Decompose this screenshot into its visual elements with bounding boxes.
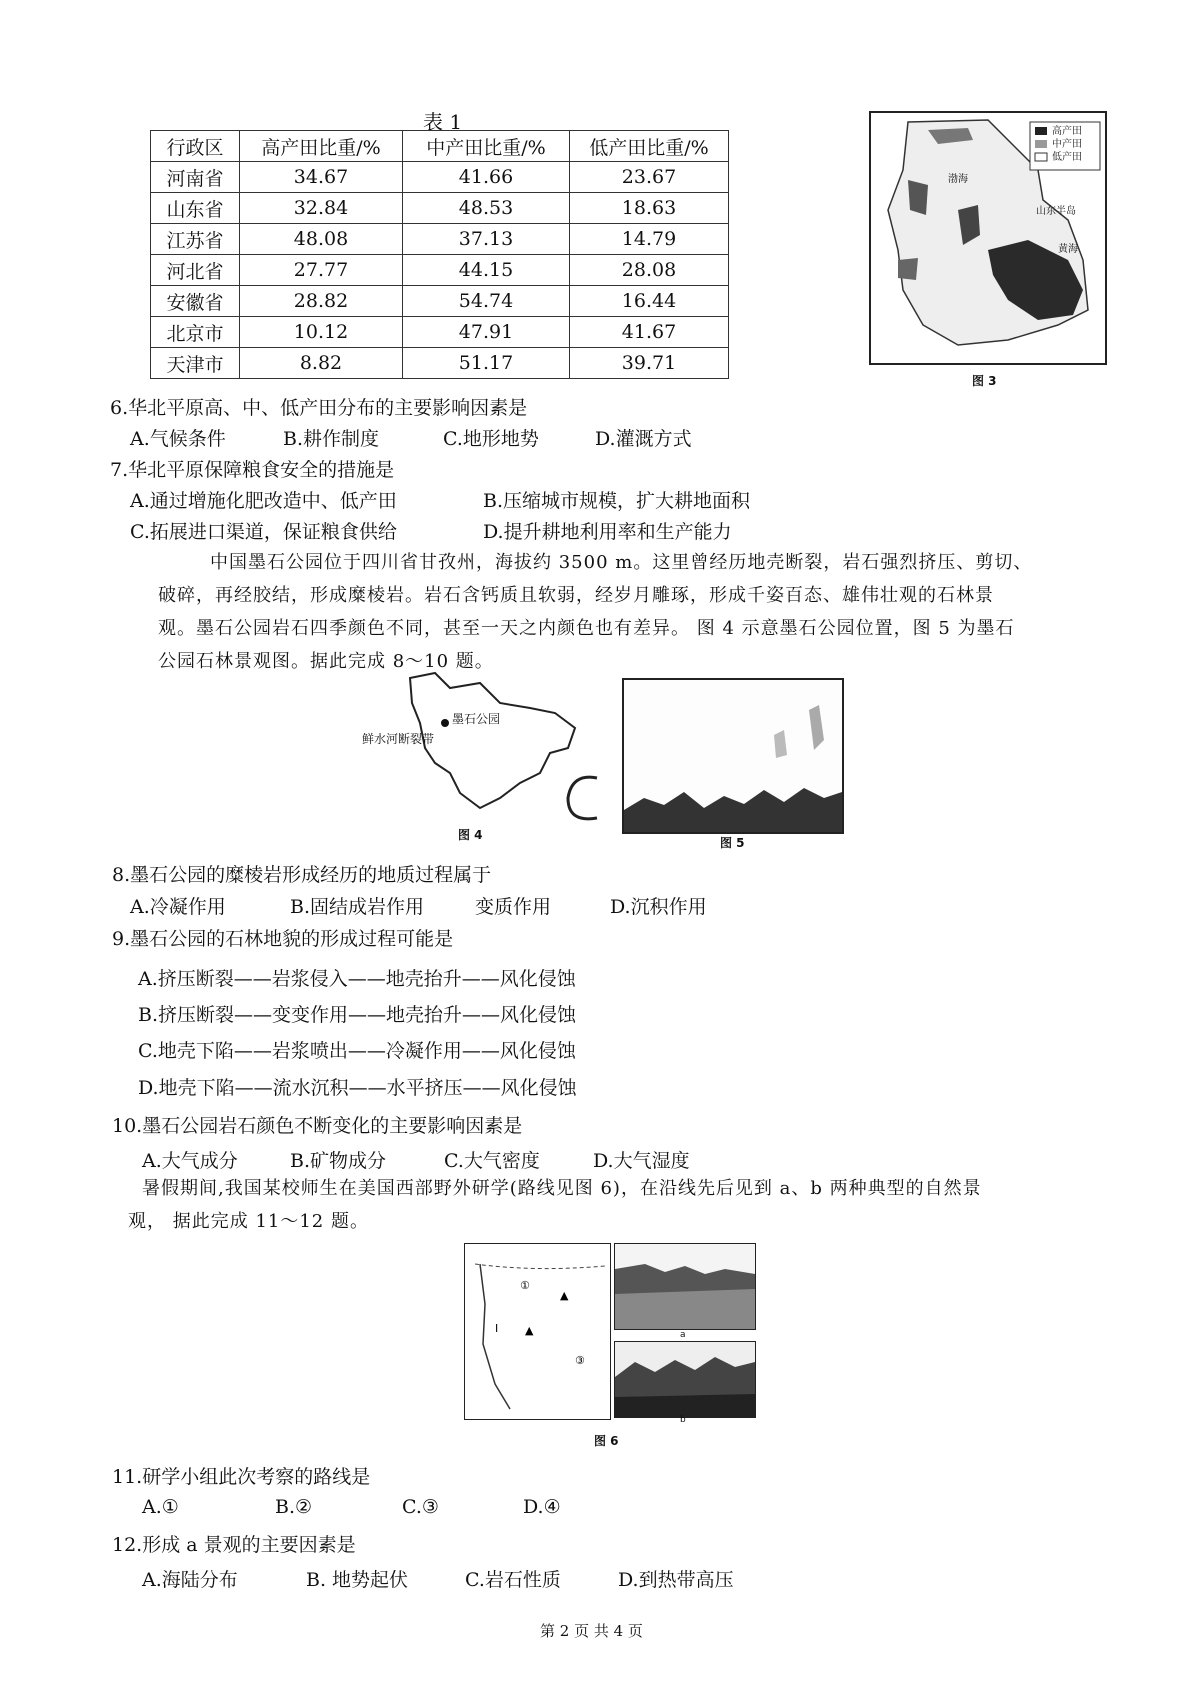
table-cell: 江苏省 — [151, 224, 240, 255]
table-row — [151, 162, 729, 193]
question-7-stem: 7.华北平原保障粮食安全的措施是 — [110, 459, 395, 481]
question-12-stem: 12.形成 a 景观的主要因素是 — [112, 1534, 356, 1556]
legend-mid-label: 中产田 — [1052, 139, 1082, 150]
question-10-option-c[interactable]: C.大气密度 — [444, 1150, 540, 1172]
question-9-option-d[interactable]: D.地壳下陷——流水沉积——水平挤压——风化侵蚀 — [138, 1077, 577, 1099]
question-8-option-c[interactable]: 变质作用 — [475, 896, 552, 918]
route-map — [464, 1243, 611, 1420]
photo-a — [614, 1243, 756, 1330]
question-6-option-b[interactable]: B.耕作制度 — [283, 428, 380, 450]
figure-6 — [464, 1243, 764, 1425]
stone-forest-photo — [624, 680, 842, 832]
question-8-option-b[interactable]: B.固结成岩作用 — [290, 896, 425, 918]
passage-line: 暑假期间,我国某校师生在美国西部野外研学(路线见图 6)，在沿线先后见到 a、b 两种典型的自然景 — [142, 1178, 982, 1199]
question-7-option-b[interactable]: B.压缩城市规模，扩大耕地面积 — [483, 490, 751, 512]
table-cell: 51.17 — [403, 348, 570, 379]
table-cell: 16.44 — [570, 286, 729, 317]
question-12-option-d[interactable]: D.到热带高压 — [618, 1569, 734, 1591]
question-6-option-c[interactable]: C.地形地势 — [443, 428, 539, 450]
passage-line: 公园石林景观图。据此完成 8～10 题。 — [158, 651, 494, 672]
table-cell: 44.15 — [403, 255, 570, 286]
question-9-option-c[interactable]: C.地壳下陷——岩浆喷出——冷凝作用——风化侵蚀 — [138, 1040, 576, 1062]
table-cell: 8.82 — [240, 348, 403, 379]
question-12-option-b[interactable]: B. 地势起伏 — [306, 1569, 409, 1591]
question-7-option-d[interactable]: D.提升耕地利用率和生产能力 — [483, 521, 732, 543]
table-header-cell: 中产田比重/% — [403, 131, 570, 162]
handwritten-c-mark — [562, 768, 602, 828]
data-table — [150, 130, 729, 379]
table-header-cell: 行政区 — [151, 131, 240, 162]
table-header-cell: 高产田比重/% — [240, 131, 403, 162]
figure-4-caption: 图 4 — [458, 828, 483, 842]
bohai-label: 渤海 — [948, 174, 968, 185]
table-cell: 39.71 — [570, 348, 729, 379]
question-7-option-c[interactable]: C.拓展进口渠道，保证粮食供给 — [130, 521, 397, 543]
table-cell: 山东省 — [151, 193, 240, 224]
page-number: 第 2 页 共 4 页 — [540, 1622, 643, 1640]
us-west-route-map — [465, 1244, 610, 1419]
table-cell: 54.74 — [403, 286, 570, 317]
table-cell: 安徽省 — [151, 286, 240, 317]
figure-4-map — [362, 668, 590, 818]
question-11-option-b[interactable]: B.② — [275, 1496, 313, 1518]
question-12-option-a[interactable]: A.海陆分布 — [142, 1569, 238, 1591]
svg-text:▲: ▲ — [560, 1289, 569, 1302]
passage-moshi-park — [158, 546, 1108, 678]
svg-text:Ⅰ: Ⅰ — [495, 1322, 499, 1335]
table-header-cell: 低产田比重/% — [570, 131, 729, 162]
figure-6-caption: 图 6 — [594, 1434, 619, 1448]
pen-stroke-icon — [562, 768, 602, 828]
passage-line: 中国墨石公园位于四川省甘孜州，海拔约 3500 m。这里曾经历地壳断裂，岩石强烈挤压、剪切、 — [210, 552, 1033, 573]
passage-line: 破碎，再经胶结，形成糜棱岩。岩石含钙质且软弱，经岁月雕琢，形成千姿百态、雄伟壮观的石林景 — [158, 585, 994, 606]
photo-b-label: b — [680, 1415, 686, 1425]
legend-low-label: 低产田 — [1052, 152, 1082, 163]
passage-line: 观。墨石公园岩石四季颜色不同，甚至一天之内颜色也有差异。 图 4 示意墨石公园位置，图 5 为墨石 — [158, 618, 1015, 639]
table-cell: 18.63 — [570, 193, 729, 224]
landscape-photo-b — [615, 1342, 755, 1417]
shandong-peninsula-label: 山东半岛 — [1036, 206, 1076, 217]
table-cell: 41.67 — [570, 317, 729, 348]
question-7-option-a[interactable]: A.通过增施化肥改造中、低产田 — [130, 490, 397, 512]
table-cell: 北京市 — [151, 317, 240, 348]
table-cell: 37.13 — [403, 224, 570, 255]
photo-a-label: a — [680, 1330, 686, 1340]
table-cell: 34.67 — [240, 162, 403, 193]
table-cell: 32.84 — [240, 193, 403, 224]
landscape-photo-a — [615, 1244, 755, 1329]
table-cell: 河南省 — [151, 162, 240, 193]
table-cell: 48.08 — [240, 224, 403, 255]
table-title: 表 1 — [423, 110, 463, 134]
passage-line: 观， 据此完成 11～12 题。 — [128, 1211, 369, 1232]
figure-5-caption: 图 5 — [720, 836, 745, 850]
table-header-row — [151, 131, 729, 162]
photo-b — [614, 1341, 756, 1418]
legend-high-label: 高产田 — [1052, 126, 1082, 137]
table-cell: 河北省 — [151, 255, 240, 286]
table-row — [151, 255, 729, 286]
question-10-option-a[interactable]: A.大气成分 — [142, 1150, 238, 1172]
figure-3-caption: 图 3 — [972, 374, 997, 388]
question-6-stem: 6.华北平原高、中、低产田分布的主要影响因素是 — [110, 397, 528, 419]
question-9-stem: 9.墨石公园的石林地貌的形成过程可能是 — [112, 928, 454, 950]
table-row — [151, 348, 729, 379]
question-11-option-d[interactable]: D.④ — [523, 1496, 561, 1518]
question-11-stem: 11.研学小组此次考察的路线是 — [112, 1466, 371, 1488]
svg-text:③: ③ — [575, 1354, 585, 1367]
question-12-option-c[interactable]: C.岩石性质 — [465, 1569, 561, 1591]
svg-text:▲: ▲ — [525, 1324, 534, 1337]
passage-us-west-trip — [128, 1172, 1108, 1238]
table-cell: 48.53 — [403, 193, 570, 224]
question-11-option-a[interactable]: A.① — [142, 1496, 179, 1518]
table-cell: 28.82 — [240, 286, 403, 317]
table-cell: 28.08 — [570, 255, 729, 286]
table-cell: 天津市 — [151, 348, 240, 379]
figure-5-photo — [622, 678, 844, 834]
table-cell: 41.66 — [403, 162, 570, 193]
question-8-stem: 8.墨石公园的糜棱岩形成经历的地质过程属于 — [112, 864, 492, 886]
question-6-option-d[interactable]: D.灌溉方式 — [595, 428, 692, 450]
table-cell: 47.91 — [403, 317, 570, 348]
table-cell: 23.67 — [570, 162, 729, 193]
table-row — [151, 224, 729, 255]
question-10-stem: 10.墨石公园岩石颜色不断变化的主要影响因素是 — [112, 1115, 523, 1137]
table-cell: 10.12 — [240, 317, 403, 348]
question-9-option-b[interactable]: B.挤压断裂——变变作用——地壳抬升——风化侵蚀 — [138, 1004, 577, 1026]
question-10-option-b[interactable]: B.矿物成分 — [290, 1150, 387, 1172]
question-8-option-d[interactable]: D.沉积作用 — [610, 896, 707, 918]
table-row — [151, 286, 729, 317]
question-6-option-a[interactable]: A.气候条件 — [130, 428, 226, 450]
table-row — [151, 317, 729, 348]
park-label: 墨石公园 — [452, 712, 501, 726]
question-8-option-a[interactable]: A.冷凝作用 — [130, 896, 226, 918]
question-9-option-a[interactable]: A.挤压断裂——岩浆侵入——地壳抬升——风化侵蚀 — [138, 968, 576, 990]
svg-text:①: ① — [520, 1279, 530, 1292]
figure-3-map — [868, 110, 1108, 366]
table-row — [151, 193, 729, 224]
yellow-sea-label: 黄海 — [1058, 244, 1078, 255]
question-11-option-c[interactable]: C.③ — [402, 1496, 439, 1518]
table-cell: 14.79 — [570, 224, 729, 255]
fault-zone-label: 鲜水河断裂带 — [362, 732, 435, 746]
question-10-option-d[interactable]: D.大气湿度 — [593, 1150, 690, 1172]
table-cell: 27.77 — [240, 255, 403, 286]
